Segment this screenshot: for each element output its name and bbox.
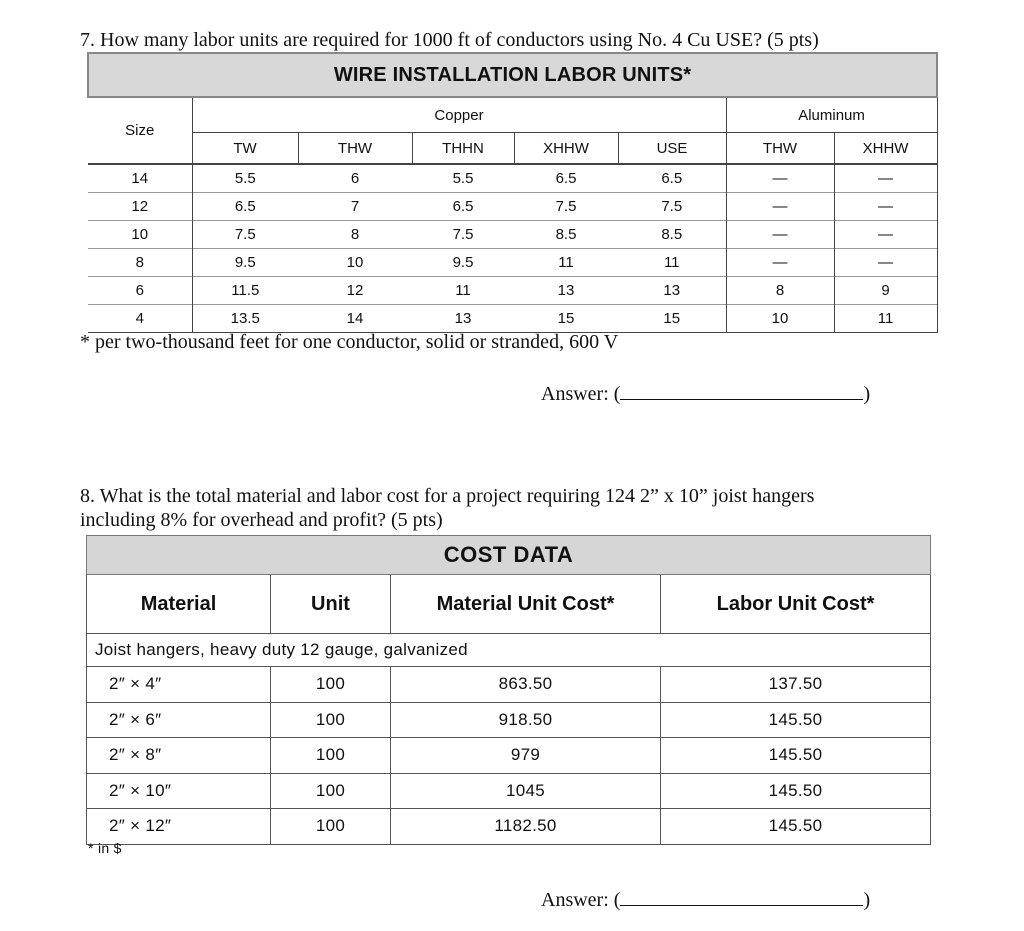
unit-cell: 100 bbox=[271, 667, 391, 703]
table-row bbox=[87, 667, 931, 703]
column-header: TW bbox=[192, 133, 298, 165]
labor-unit-cell: 6.5 bbox=[514, 164, 618, 193]
table-row bbox=[88, 221, 937, 249]
table-row bbox=[88, 277, 937, 305]
labor-unit-cost-header: Labor Unit Cost* bbox=[661, 575, 931, 634]
wire-labor-units-table bbox=[87, 52, 938, 333]
table2-footnote: * in $ bbox=[88, 840, 122, 856]
table1-footnote: * per two-thousand feet for one conductor, solid or stranded, 600 V bbox=[80, 331, 619, 353]
labor-unit-cell: 11 bbox=[412, 277, 514, 305]
size-cell: 10 bbox=[88, 221, 192, 249]
aluminum-header: Aluminum bbox=[726, 97, 937, 133]
material-cost-cell: 918.50 bbox=[391, 702, 661, 738]
unit-cell: 100 bbox=[271, 809, 391, 845]
labor-unit-cell: 9.5 bbox=[412, 249, 514, 277]
column-header: THHN bbox=[412, 133, 514, 165]
labor-unit-cell: — bbox=[834, 221, 937, 249]
table-row bbox=[88, 249, 937, 277]
size-cell: 6 bbox=[88, 277, 192, 305]
labor-unit-cell: 8.5 bbox=[618, 221, 726, 249]
material-header: Material bbox=[87, 575, 271, 634]
labor-unit-cell: 7.5 bbox=[412, 221, 514, 249]
table-row bbox=[88, 305, 937, 333]
answer-label: Answer: ( bbox=[541, 383, 621, 405]
column-header: XHHW bbox=[514, 133, 618, 165]
material-cell: 2″ × 8″ bbox=[87, 738, 271, 774]
table-row bbox=[87, 809, 931, 845]
column-header: XHHW bbox=[834, 133, 937, 165]
material-cost-cell: 863.50 bbox=[391, 667, 661, 703]
material-cell: 2″ × 12″ bbox=[87, 809, 271, 845]
labor-unit-cell: 7.5 bbox=[192, 221, 298, 249]
labor-unit-cell: 8.5 bbox=[514, 221, 618, 249]
size-cell: 14 bbox=[88, 164, 192, 193]
answer-close: ) bbox=[863, 383, 871, 405]
labor-unit-cell: 9 bbox=[834, 277, 937, 305]
labor-unit-cell: — bbox=[834, 164, 937, 193]
size-header: Size bbox=[88, 97, 192, 164]
labor-unit-cell: 6 bbox=[298, 164, 412, 193]
answer-close: ) bbox=[863, 889, 871, 911]
unit-header: Unit bbox=[271, 575, 391, 634]
labor-cost-cell: 145.50 bbox=[661, 773, 931, 809]
labor-unit-cell: 11 bbox=[834, 305, 937, 333]
table-title: COST DATA bbox=[87, 536, 931, 575]
labor-cost-cell: 137.50 bbox=[661, 667, 931, 703]
labor-unit-cell: 13 bbox=[412, 305, 514, 333]
labor-unit-cell: 13.5 bbox=[192, 305, 298, 333]
labor-unit-cell: 6.5 bbox=[618, 164, 726, 193]
question-8-line2: including 8% for overhead and profit? (5 pts) bbox=[80, 509, 443, 531]
table-row bbox=[87, 738, 931, 774]
material-cost-cell: 1182.50 bbox=[391, 809, 661, 845]
labor-unit-cell: 10 bbox=[298, 249, 412, 277]
material-cell: 2″ × 6″ bbox=[87, 702, 271, 738]
labor-unit-cell: 11 bbox=[618, 249, 726, 277]
unit-cell: 100 bbox=[271, 702, 391, 738]
labor-unit-cell: — bbox=[726, 249, 834, 277]
labor-unit-cell: 9.5 bbox=[192, 249, 298, 277]
labor-unit-cell: — bbox=[834, 193, 937, 221]
question-7: 7. How many labor units are required for 1000 ft of conductors using No. 4 Cu USE? (5 pts) bbox=[80, 29, 819, 51]
material-cost-cell: 1045 bbox=[391, 773, 661, 809]
labor-unit-cell: 14 bbox=[298, 305, 412, 333]
labor-unit-cell: 7 bbox=[298, 193, 412, 221]
labor-unit-cell: 11 bbox=[514, 249, 618, 277]
labor-unit-cell: 7.5 bbox=[514, 193, 618, 221]
labor-unit-cell: — bbox=[834, 249, 937, 277]
labor-unit-cell: 5.5 bbox=[412, 164, 514, 193]
column-header: THW bbox=[298, 133, 412, 165]
column-header: USE bbox=[618, 133, 726, 165]
labor-unit-cell: 8 bbox=[726, 277, 834, 305]
size-cell: 12 bbox=[88, 193, 192, 221]
labor-unit-cell: — bbox=[726, 164, 834, 193]
labor-unit-cell: 8 bbox=[298, 221, 412, 249]
labor-unit-cell: 15 bbox=[618, 305, 726, 333]
unit-cell: 100 bbox=[271, 738, 391, 774]
labor-unit-cell: 6.5 bbox=[192, 193, 298, 221]
column-header: THW bbox=[726, 133, 834, 165]
material-cost-cell: 979 bbox=[391, 738, 661, 774]
category-row: Joist hangers, heavy duty 12 gauge, galvanized bbox=[87, 634, 931, 667]
labor-cost-cell: 145.50 bbox=[661, 809, 931, 845]
material-unit-cost-header: Material Unit Cost* bbox=[391, 575, 661, 634]
size-cell: 4 bbox=[88, 305, 192, 333]
labor-unit-cell: 10 bbox=[726, 305, 834, 333]
labor-unit-cell: 12 bbox=[298, 277, 412, 305]
labor-cost-cell: 145.50 bbox=[661, 702, 931, 738]
answer-blank-7[interactable] bbox=[620, 381, 863, 400]
answer-7 bbox=[541, 381, 870, 406]
labor-unit-cell: 13 bbox=[618, 277, 726, 305]
labor-cost-cell: 145.50 bbox=[661, 738, 931, 774]
labor-unit-cell: — bbox=[726, 193, 834, 221]
table-row bbox=[87, 702, 931, 738]
question-8 bbox=[80, 484, 814, 532]
table-title: WIRE INSTALLATION LABOR UNITS* bbox=[88, 53, 937, 97]
table-row bbox=[88, 164, 937, 193]
labor-unit-cell: 15 bbox=[514, 305, 618, 333]
labor-unit-cell: — bbox=[726, 221, 834, 249]
labor-unit-cell: 6.5 bbox=[412, 193, 514, 221]
material-cell: 2″ × 4″ bbox=[87, 667, 271, 703]
size-cell: 8 bbox=[88, 249, 192, 277]
labor-unit-cell: 13 bbox=[514, 277, 618, 305]
answer-blank-8[interactable] bbox=[620, 887, 863, 906]
material-cell: 2″ × 10″ bbox=[87, 773, 271, 809]
labor-unit-cell: 5.5 bbox=[192, 164, 298, 193]
unit-cell: 100 bbox=[271, 773, 391, 809]
question-8-line1: 8. What is the total material and labor cost for a project requiring 124 2” x 10” joist hangers bbox=[80, 485, 815, 507]
labor-unit-cell: 7.5 bbox=[618, 193, 726, 221]
labor-unit-cell: 11.5 bbox=[192, 277, 298, 305]
table-row bbox=[88, 193, 937, 221]
table-row bbox=[87, 773, 931, 809]
answer-label: Answer: ( bbox=[541, 889, 621, 911]
copper-header: Copper bbox=[192, 97, 726, 133]
answer-8 bbox=[541, 887, 870, 912]
cost-data-table bbox=[86, 535, 931, 845]
